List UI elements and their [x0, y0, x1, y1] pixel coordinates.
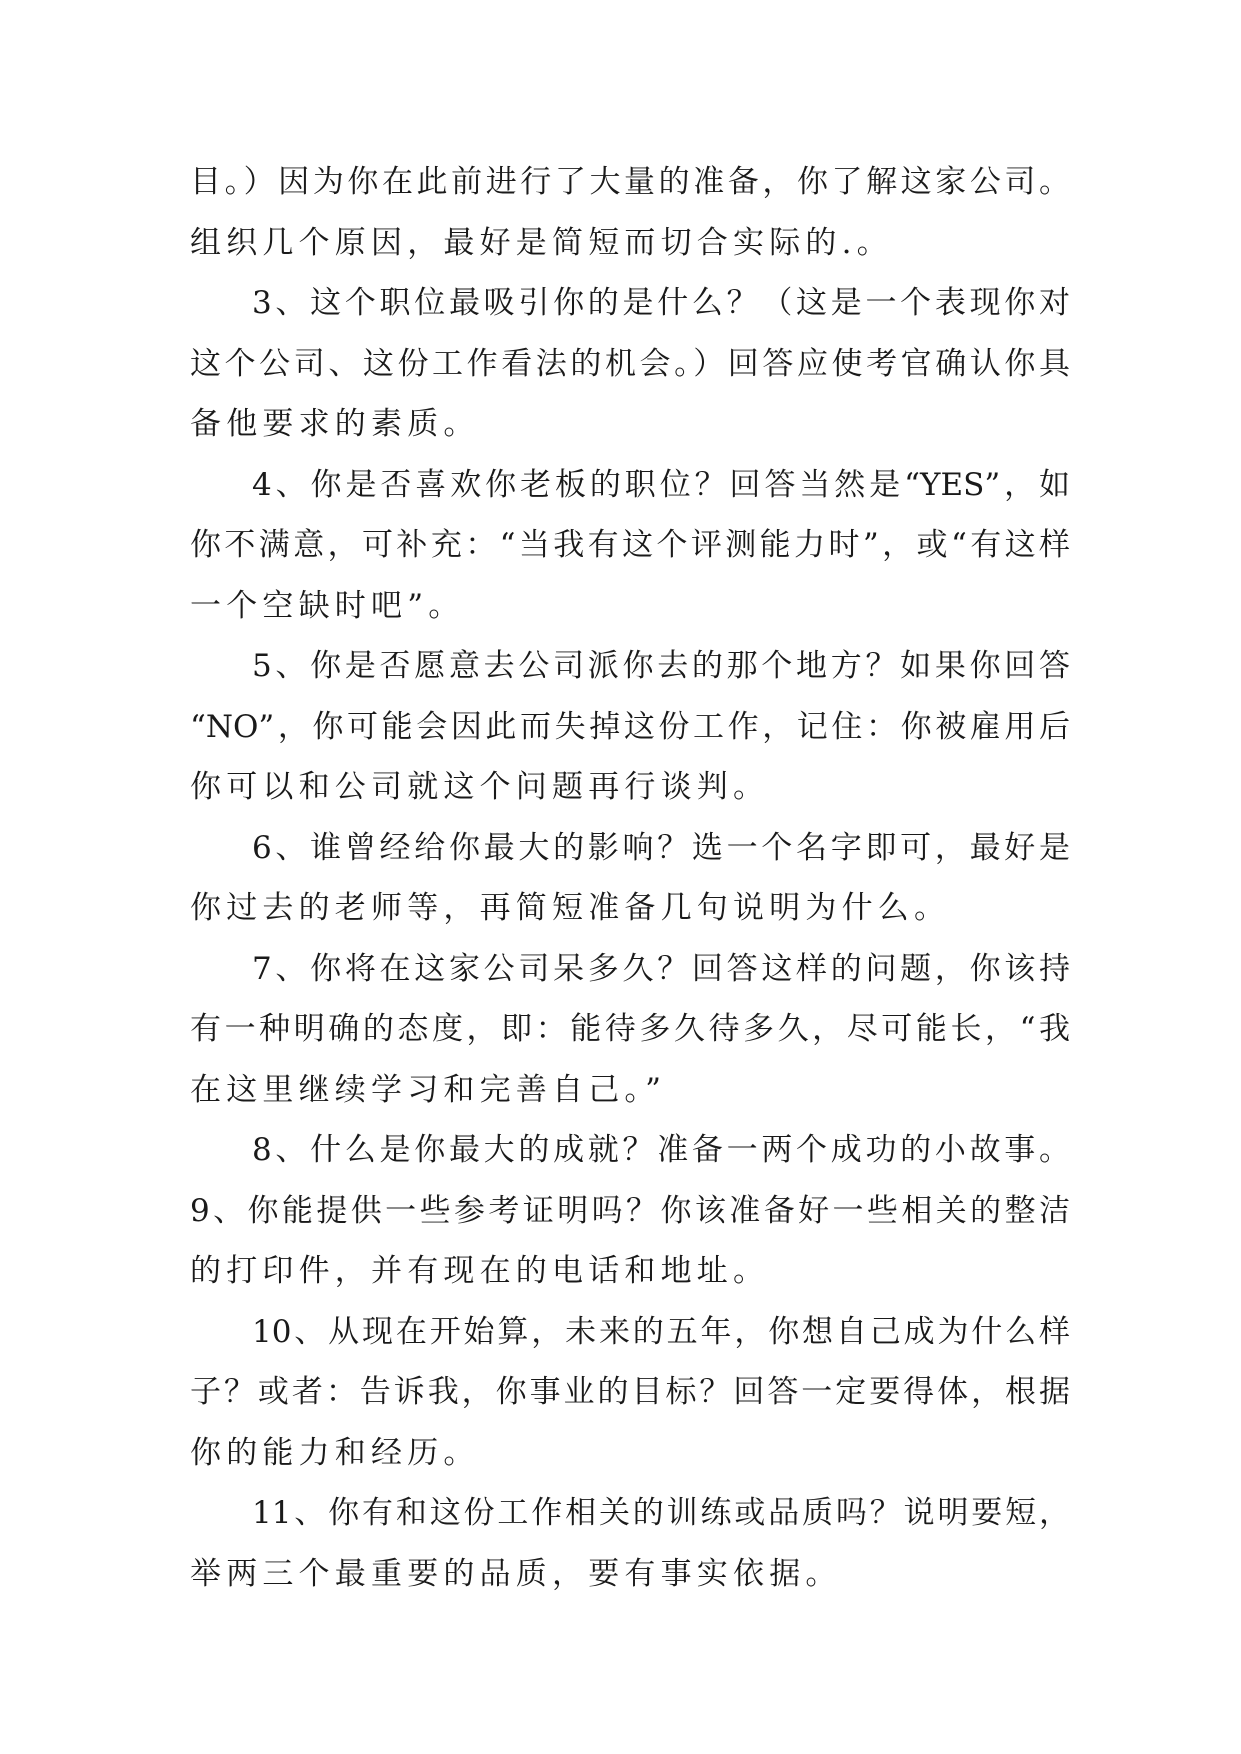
text-line: 举两三个最重要的品质，要有事实依据。	[190, 1555, 842, 1592]
question-10: 10、从现在开始算，未来的五年，你想自己成为什么样	[252, 1313, 1070, 1350]
text-line: 有一种明确的态度，即：能待多久待多久，尽可能长，“我	[190, 1011, 1070, 1047]
text-line: 子？或者：告诉我，你事业的目标？回答一定要得体，根据	[190, 1374, 1070, 1410]
text-line: 你可以和公司就这个问题再行谈判。	[190, 769, 770, 805]
text-line: 目。）因为你在此前进行了大量的准备，你了解这家公司。	[190, 164, 1070, 200]
question-9: 9、你能提供一些参考证明吗？你该准备好一些相关的整洁	[190, 1192, 1070, 1229]
question-4: 4、你是否喜欢你老板的职位？回答当然是“YES”，如	[252, 466, 1070, 503]
text-line: 的打印件，并有现在的电话和地址。	[190, 1253, 770, 1289]
question-8: 8、什么是你最大的成就？准备一两个成功的小故事。	[252, 1132, 1070, 1168]
text-line: 你的能力和经历。	[190, 1434, 480, 1471]
question-6: 6、谁曾经给你最大的影响？选一个名字即可，最好是	[252, 829, 1070, 866]
text-line: “NO”，你可能会因此而失掉这份工作，记住：你被雇用后	[190, 708, 1070, 745]
text-line: 你过去的老师等，再简短准备几句说明为什么。	[190, 890, 951, 926]
question-5: 5、你是否愿意去公司派你去的那个地方？如果你回答	[252, 648, 1070, 684]
question-3: 3、这个职位最吸引你的是什么？（这是一个表现你对	[252, 285, 1070, 321]
text-line: 备他要求的素质。	[190, 406, 480, 442]
text-line: 这个公司、这份工作看法的机会。）回答应使考官确认你具	[190, 345, 1070, 382]
text-line: 一个空缺时吧”。	[190, 587, 465, 624]
text-line: 组织几个原因，最好是简短而切合实际的.。	[190, 224, 893, 261]
question-7: 7、你将在这家公司呆多久？回答这样的问题，你该持	[252, 950, 1070, 987]
text-line: 你不满意，可补充：“当我有这个评测能力时”，或“有这样	[190, 527, 1070, 563]
document-body	[190, 152, 1070, 1604]
text-line: 在这里继续学习和完善自己。”	[190, 1071, 667, 1108]
question-11: 11、你有和这份工作相关的训练或品质吗？说明要短，	[252, 1495, 1070, 1531]
